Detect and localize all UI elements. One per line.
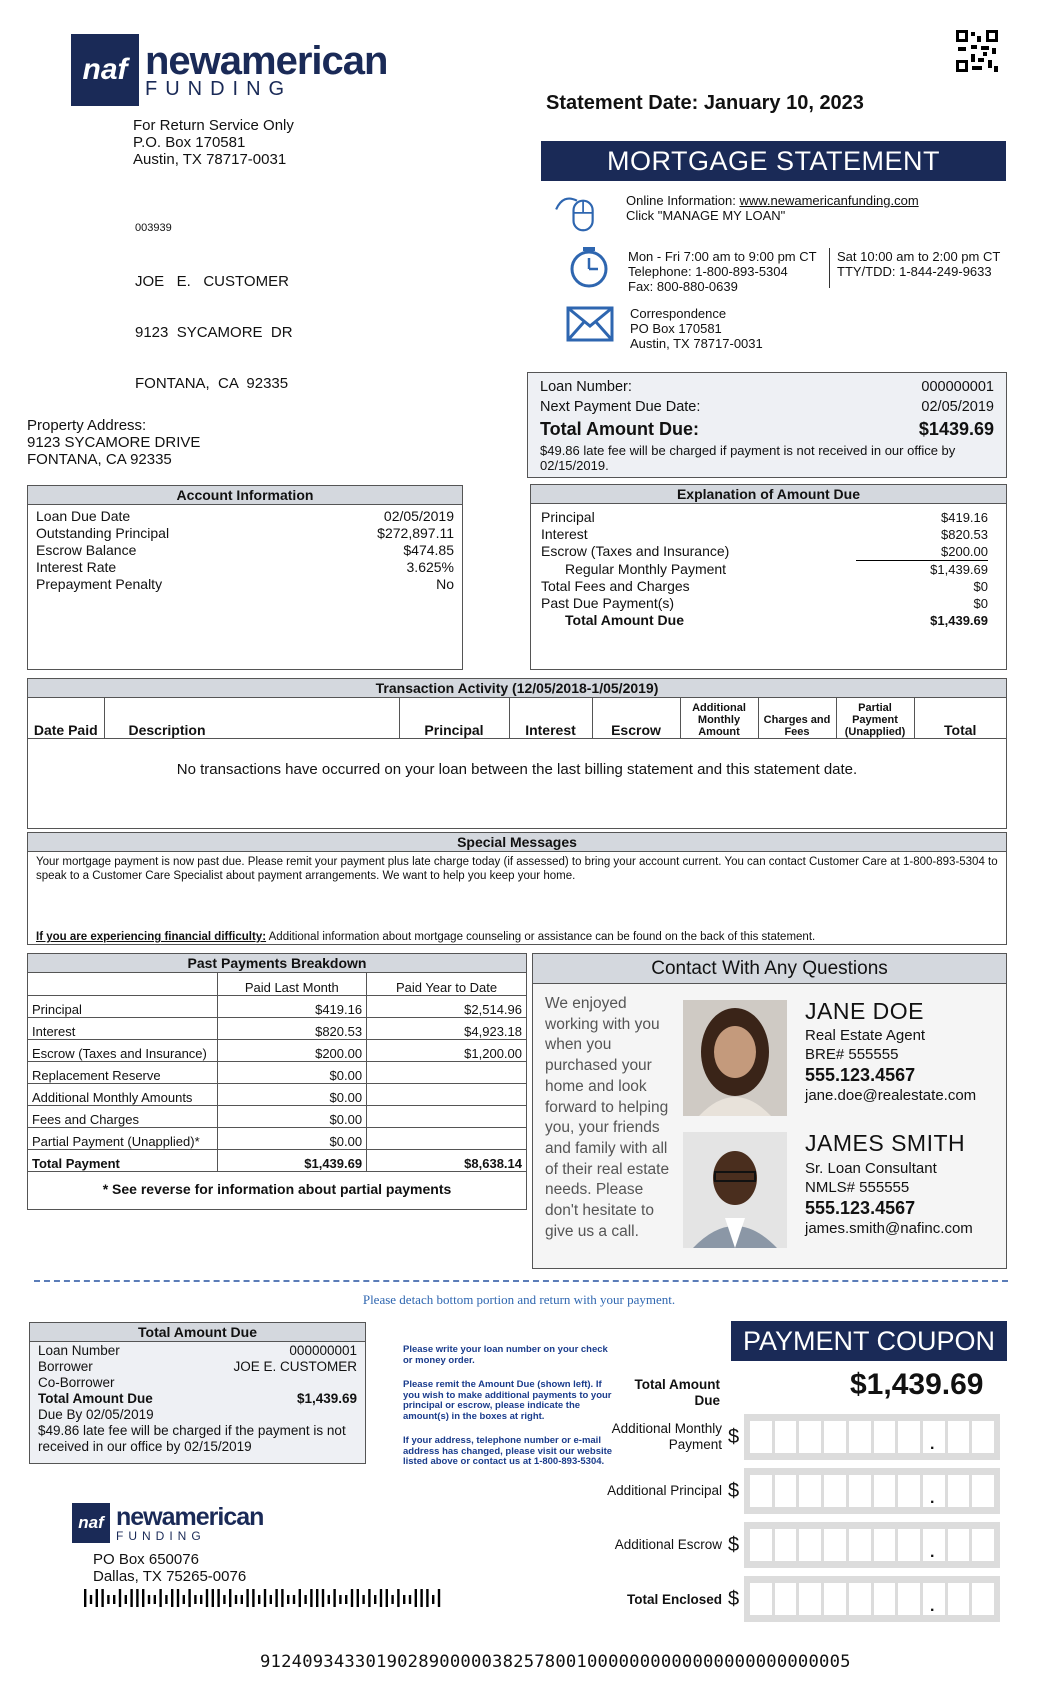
contact-title: Contact With Any Questions — [533, 954, 1006, 984]
additional-principal-input[interactable]: . — [744, 1468, 1000, 1514]
table-row: Total Payment $1,439.69 $8,638.14 — [28, 1149, 526, 1171]
barcode-bar — [281, 1589, 283, 1607]
barcode-bar — [386, 1589, 388, 1607]
barcode-bar — [113, 1595, 115, 1604]
barcode-bar — [142, 1589, 144, 1607]
coupon-total-amount: $1,439.69 — [850, 1368, 984, 1401]
correspondence-address: Correspondence PO Box 170581 Austin, TX 78717-0031 — [630, 306, 763, 351]
late-fee-note: $49.86 late fee will be charged if payment is not received in our office by 02/15/2019. — [540, 443, 956, 473]
barcode-bar — [119, 1589, 121, 1607]
qr-code — [956, 30, 998, 72]
coupon-total-label: Total Amount Due — [634, 1377, 720, 1408]
micr-line: 91240934330190289000003825780010000000000000000000000005 — [260, 1652, 851, 1672]
transaction-title: Transaction Activity (12/05/2018-1/05/2019) — [28, 679, 1006, 698]
phone-hours: Mon - Fri 7:00 am to 9:00 pm CT Telephone: 1-800-893-5304 Fax: 800-880-0639 — [628, 249, 817, 294]
consultant-phone: 555.123.4567 — [805, 1198, 916, 1218]
agent-details: Real Estate Agent BRE# 555555 555.123.4567 jane.doe@realestate.com — [805, 1027, 977, 1104]
additional-monthly-input[interactable]: . — [744, 1414, 1000, 1460]
contact-card — [532, 953, 1007, 1269]
barcode-bar — [154, 1595, 156, 1604]
past-payments-table: Paid Last Month Paid Year to Date Principal $419.16 $2,514.96 Interest $820.53 $4,923.18 Escrow (Taxes and Insurance) $200.00 $1,200.00 Replacement Reserve $0.00 Additional Monthly Amounts $0.00 Fees and Charges $0.00 Partial Payment (Unapplied)* $0.00 Total Payment $1,439.69 $8,638.14 — [28, 973, 526, 1172]
company-logo — [71, 34, 387, 106]
agent-name: JANE DOE — [805, 998, 925, 1024]
coupon-entry-rows — [596, 1414, 1007, 1622]
account-row: Escrow Balance $474.85 — [36, 542, 454, 558]
barcode-bar — [328, 1595, 330, 1604]
loan-summary: Loan Number: 000000001 Next Payment Due Date: 02/05/2019 Total Amount Due: $1439.69 $49.86 late fee will be charged if payment is not received in our office by 02/15/2019. — [527, 372, 1007, 478]
barcode-bar — [409, 1595, 411, 1604]
additional-monthly-row: Additional Monthly Payment $ . — [596, 1414, 1007, 1460]
no-transactions-message: No transactions have occurred on your loan between the last billing statement and this statement date. — [176, 761, 858, 778]
account-info-title: Account Information — [28, 486, 462, 505]
payment-coupon-title: PAYMENT COUPON — [731, 1321, 1007, 1361]
barcode-bar — [293, 1595, 295, 1604]
recipient-address: JOE E. CUSTOMER 9123 SYCAMORE DR FONTANA, CA 92335 — [135, 273, 293, 392]
barcode-bar — [148, 1595, 150, 1604]
weekend-hours: Sat 10:00 am to 2:00 pm CT TTY/TDD: 1-844-249-9633 — [837, 249, 1001, 279]
barcode-bar — [362, 1595, 364, 1604]
coupon-amount-due: Total Amount Due Loan Number 000000001 Borrower JOE E. CUSTOMER Co-Borrower Total Amount Due $1,439.69 Due By 02/05/2019 $49.86 late fee will be charged if the payment is not received in our office by 02/15/2019 — [29, 1322, 366, 1464]
contact-blurb: We enjoyed working with you when you purchased your home and look forward to helping you, your friends and family with all of their real estate needs. Please don't hesitate to give us a call. — [545, 995, 670, 1240]
website-link[interactable]: www.newamericanfunding.com — [739, 193, 919, 208]
online-info: Online Information: www.newamericanfunding.com Click "MANAGE MY LOAN" — [626, 193, 919, 223]
account-row: Outstanding Principal $272,897.11 — [36, 525, 454, 541]
recipient-code: 003939 — [135, 222, 172, 234]
barcode-bar — [310, 1589, 312, 1607]
barcode-bar — [194, 1595, 196, 1604]
barcode-bar — [217, 1589, 219, 1607]
barcode-bar — [188, 1589, 190, 1607]
remit-logo: naf newamerican FUNDING — [72, 1503, 263, 1543]
table-row: Escrow (Taxes and Insurance) $200.00 $1,200.00 — [28, 1039, 526, 1061]
barcode-bar — [299, 1589, 301, 1607]
barcode-bar — [316, 1589, 318, 1607]
barcode-bar — [235, 1595, 237, 1604]
agent-email: jane.doe@realestate.com — [805, 1087, 977, 1104]
detach-line — [34, 1280, 1008, 1282]
barcode-bar — [206, 1589, 208, 1607]
postal-barcode — [84, 1589, 448, 1607]
barcode-bar — [101, 1589, 103, 1607]
barcode-bar — [107, 1595, 109, 1604]
additional-principal-row: Additional Principal $ . — [596, 1468, 1007, 1514]
additional-escrow-row: Additional Escrow $ . — [596, 1522, 1007, 1568]
loan-number: 000000001 — [921, 379, 994, 395]
partial-payment-note: * See reverse for information about partial payments — [102, 1180, 452, 1197]
detach-instructions: Please detach bottom portion and return with your payment. — [362, 1292, 676, 1307]
barcode-bar — [275, 1589, 277, 1607]
logo-mark: naf — [71, 34, 139, 106]
past-due-message: Your mortgage payment is now past due. Please remit your payment plus late charge today (if assessed) to bring your account current. You can contact Customer Care at 1-800-893-5304 to speak to a Customer Care Specialist about payment arrangements. We want to help you keep your home. — [36, 856, 998, 882]
explanation-title: Explanation of Amount Due — [531, 485, 1006, 504]
barcode-bar — [345, 1595, 347, 1604]
barcode-bar — [357, 1589, 359, 1607]
barcode-bar — [374, 1595, 376, 1604]
barcode-bar — [264, 1589, 266, 1607]
table-row: Fees and Charges $0.00 — [28, 1105, 526, 1127]
table-row: Additional Monthly Amounts $0.00 — [28, 1083, 526, 1105]
barcode-bar — [426, 1589, 428, 1607]
barcode-bar — [339, 1595, 341, 1604]
transaction-table: Date Paid Description Principal Interest Escrow Additional Monthly Amount Charges and Fees Partial Payment (Unapplied) Total — [28, 698, 1006, 739]
due-date: 02/05/2019 — [921, 399, 994, 415]
financial-difficulty-note: If you are experiencing financial difficulty: Additional information about mortgage counseling or assistance can be found on the back of this statement. — [36, 931, 816, 943]
statement-date: Statement Date: January 10, 2023 — [546, 92, 864, 114]
consultant-email: james.smith@nafinc.com — [805, 1220, 973, 1237]
payment-instructions: Please write your loan number on your check or money order. Please remit the Amount Due (shown left). If you wish to make additional payments to your principal or escrow, please indicate the amount(s) in the boxes at right. If your address, telephone number or e-mail address has changed, please visit our website listed above or contact us at 1-800-893-5304. — [403, 1344, 613, 1467]
barcode-bar — [252, 1589, 254, 1607]
envelope-icon — [566, 306, 614, 342]
transaction-activity — [27, 678, 1007, 829]
table-row: Interest $820.53 $4,923.18 — [28, 1017, 526, 1039]
barcode-bar — [229, 1589, 231, 1607]
account-information — [27, 485, 463, 670]
barcode-bar — [351, 1589, 353, 1607]
barcode-bar — [171, 1589, 173, 1607]
barcode-bar — [200, 1595, 202, 1604]
statement-title: MORTGAGE STATEMENT — [541, 141, 1006, 181]
barcode-bar — [90, 1595, 92, 1604]
barcode-bar — [177, 1589, 179, 1607]
past-payments-title: Past Payments Breakdown — [28, 954, 526, 973]
barcode-bar — [380, 1589, 382, 1607]
total-enclosed-input[interactable]: . — [744, 1576, 1000, 1622]
return-address: For Return Service Only P.O. Box 170581 Austin, TX 78717-0031 — [133, 117, 294, 168]
barcode-bar — [322, 1589, 324, 1607]
account-row: Loan Due Date 02/05/2019 — [36, 508, 454, 524]
special-messages — [27, 832, 1007, 945]
barcode-bar — [130, 1589, 132, 1607]
barcode-bar — [183, 1595, 185, 1604]
barcode-bar — [96, 1589, 98, 1607]
barcode-bar — [159, 1589, 161, 1607]
consultant-photo — [683, 1132, 787, 1248]
barcode-bar — [403, 1595, 405, 1604]
barcode-bar — [212, 1589, 214, 1607]
barcode-bar — [432, 1595, 434, 1604]
property-address: Property Address: 9123 SYCAMORE DRIVE FONTANA, CA 92335 — [27, 417, 201, 468]
special-messages-title: Special Messages — [28, 833, 1006, 852]
additional-escrow-input[interactable]: . — [744, 1522, 1000, 1568]
remit-address: PO Box 650076 Dallas, TX 75265-0076 — [93, 1551, 247, 1585]
past-payments-breakdown — [27, 953, 527, 1210]
barcode-bar — [304, 1595, 306, 1604]
barcode-bar — [125, 1595, 127, 1604]
barcode-bar — [420, 1589, 422, 1607]
account-row: Interest Rate 3.625% — [36, 559, 454, 575]
table-row: Partial Payment (Unapplied)* $0.00 — [28, 1127, 526, 1149]
logo-subtitle: FUNDING — [145, 78, 293, 100]
barcode-bar — [368, 1589, 370, 1607]
barcode-bar — [136, 1589, 138, 1607]
barcode-bar — [287, 1595, 289, 1604]
clock-icon — [568, 246, 610, 288]
barcode-bar — [223, 1595, 225, 1604]
table-row: Replacement Reserve $0.00 — [28, 1061, 526, 1083]
barcode-bar — [84, 1589, 86, 1607]
total-amount-due: $1439.69 — [918, 419, 994, 439]
barcode-bar — [241, 1595, 243, 1604]
barcode-bar — [333, 1589, 335, 1607]
barcode-bar — [246, 1589, 248, 1607]
barcode-bar — [391, 1595, 393, 1604]
coupon-left-title: Total Amount Due — [30, 1323, 365, 1342]
logo-wordmark: newamerican — [145, 39, 388, 83]
barcode-bar — [165, 1595, 167, 1604]
total-enclosed-row: Total Enclosed $ . — [596, 1576, 1007, 1622]
agent-photo — [683, 1000, 787, 1116]
barcode-bar — [270, 1595, 272, 1604]
divider — [829, 248, 830, 288]
consultant-name: JAMES SMITH — [805, 1130, 966, 1156]
barcode-bar — [397, 1589, 399, 1607]
barcode-bar — [258, 1595, 260, 1604]
account-row: Prepayment Penalty No — [36, 576, 454, 592]
barcode-bar — [438, 1589, 440, 1607]
consultant-details: Sr. Loan Consultant NMLS# 555555 555.123.4567 james.smith@nafinc.com — [805, 1160, 973, 1237]
table-row: Principal $419.16 $2,514.96 — [28, 995, 526, 1017]
barcode-bar — [415, 1589, 417, 1607]
mouse-icon — [551, 192, 603, 232]
explanation-of-amount-due: Explanation of Amount Due Principal $419.16 Interest $820.53 Escrow (Taxes and Insurance) $200.00 Regular Monthly Payment $1,439.69 Total Fees and Charges $0 Past Due Payment(s) $0 Total Amount Due $1,439.69 — [530, 484, 1007, 670]
agent-phone: 555.123.4567 — [805, 1065, 916, 1085]
